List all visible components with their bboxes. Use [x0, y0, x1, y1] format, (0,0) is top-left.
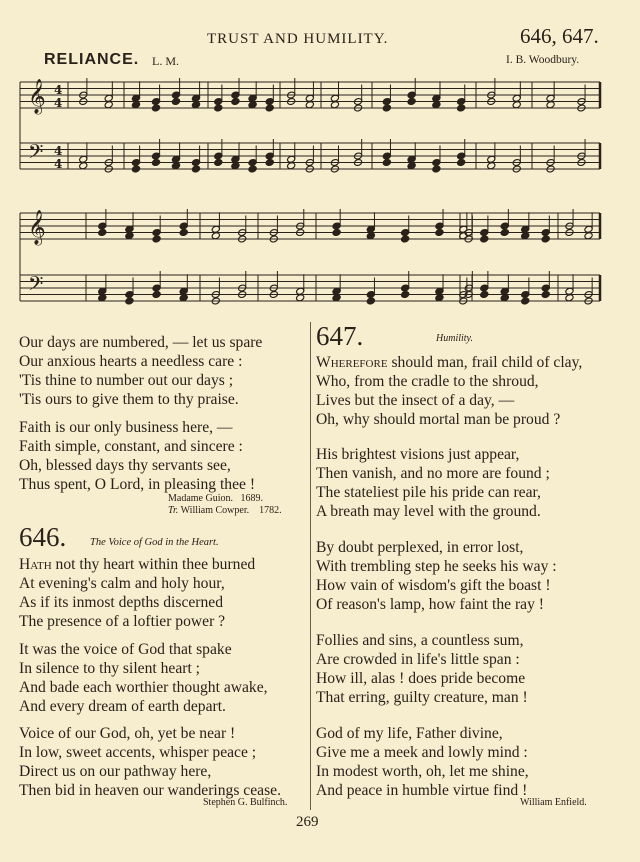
note-head	[541, 291, 550, 299]
verse-line: By doubt perplexed, in error lost,	[316, 539, 524, 556]
verse-line: Of reason's lamp, how faint the ray !	[316, 596, 544, 613]
verse-line: 'Tis thine to number out our days ;	[19, 372, 234, 389]
note-head	[457, 104, 466, 112]
music-score	[0, 0, 640, 320]
note-head	[248, 165, 257, 173]
time-signature: 4	[54, 157, 63, 171]
verse-line: Are crowded in life's little span :	[316, 651, 520, 668]
hymn-number: 646.	[19, 522, 67, 552]
verse-line: With trembling step he seeks his way :	[316, 558, 557, 575]
tune-name: RELIANCE.	[44, 51, 140, 68]
note-head	[366, 297, 375, 305]
note-head	[480, 291, 489, 299]
hymn-title: The Voice of God in the Heart.	[90, 537, 219, 548]
verse-line: Faith simple, constant, and sincere :	[19, 438, 243, 455]
note-head	[435, 229, 444, 237]
note-head	[152, 291, 161, 299]
hymn-title: Humility.	[436, 333, 473, 344]
verse-line: Our days are numbered, — let us spare	[19, 334, 263, 351]
note-head	[382, 159, 391, 167]
time-signature: 4	[54, 144, 63, 158]
note-head	[151, 104, 160, 112]
time-signature: 4	[54, 83, 63, 97]
translator-credit: Tr. William Cowper. 1782.	[168, 505, 282, 516]
verse-line: And bade each worthier thought awake,	[19, 679, 268, 696]
note-head	[151, 159, 160, 167]
verse-line: In silence to thy silent heart ;	[19, 660, 201, 677]
verse-line: At evening's calm and holy hour,	[19, 575, 225, 592]
verse-line: Thus spent, O Lord, in pleasing thee !	[19, 476, 256, 493]
note-head	[265, 159, 274, 167]
verse-line: His brightest visions just appear,	[316, 446, 520, 463]
verse-line: Oh, blessed days thy servants see,	[19, 457, 231, 474]
verse-line: Faith is our only business here, —	[19, 419, 233, 436]
note-head	[521, 297, 530, 305]
bass-clef-icon: 𝄢	[28, 140, 44, 168]
composer: I. B. Woodbury.	[506, 54, 580, 66]
note-head	[131, 165, 140, 173]
hymn-numbers: 646, 647.	[520, 24, 599, 48]
author-credit: William Enfield.	[520, 797, 587, 808]
note-head	[541, 235, 550, 243]
verse-line: Hath not thy heart within thee burned	[19, 556, 256, 573]
note-head	[152, 235, 161, 243]
verse-line: As if its inmost depths discerned	[19, 594, 223, 611]
verse-line: And every dream of earth depart.	[19, 698, 226, 715]
treble-clef-icon: 𝄞	[28, 79, 46, 114]
note-head	[401, 235, 410, 243]
treble-clef-icon: 𝄞	[28, 210, 46, 245]
note-head	[125, 297, 134, 305]
verse-line: The stateliest pile his pride can rear,	[316, 484, 541, 501]
note-head	[432, 165, 441, 173]
note-head	[500, 229, 509, 237]
verse-line: A breath may level with the ground.	[316, 503, 541, 520]
note-head	[214, 159, 223, 167]
verse-line: Then vanish, and no more are found ;	[316, 465, 550, 482]
meter: L. M.	[152, 54, 179, 68]
verse-line: The presence of a loftier power ?	[19, 613, 226, 630]
column-divider	[310, 322, 311, 810]
note-head	[332, 229, 341, 237]
author-credit: Stephen G. Bulfinch.	[203, 797, 288, 808]
verse-line: Who, from the cradle to the shroud,	[316, 373, 539, 390]
verse-line: In modest worth, oh, let me shine,	[316, 763, 529, 780]
note-head	[407, 98, 416, 106]
author-credit: Madame Guion. 1689.	[168, 493, 263, 504]
note-head	[382, 104, 391, 112]
verse-line: Direct us on our pathway here,	[19, 763, 212, 780]
verse-line: Then bid in heaven our wanderings cease.	[19, 782, 281, 799]
note-head	[457, 159, 466, 167]
verse-line: Our anxious hearts a needless care :	[19, 353, 243, 370]
verse-line: 'Tis ours to give them to thy praise.	[19, 391, 239, 408]
verse-line: It was the voice of God that spake	[19, 641, 232, 658]
verse-line: In low, sweet accents, whisper peace ;	[19, 744, 257, 761]
note-head	[231, 98, 240, 106]
note-head	[214, 104, 223, 112]
verse-line: God of my life, Father divine,	[316, 725, 503, 742]
verse-line: And peace in humble virtue find !	[316, 782, 528, 799]
section-title: TRUST AND HUMILITY.	[207, 31, 389, 47]
note-head	[98, 229, 107, 237]
hymn-number: 647.	[316, 321, 364, 351]
verse-line: Voice of our God, oh, yet be near !	[19, 725, 236, 742]
note-head	[265, 104, 274, 112]
verse-line: Wherefore should man, frail child of clay,	[316, 354, 583, 371]
verse-line: Give me a meek and lowly mind :	[316, 744, 528, 761]
time-signature: 4	[54, 96, 63, 110]
verse-line: How vain of wisdom's gift the boast !	[316, 577, 551, 594]
note-head	[179, 229, 188, 237]
verse-line: Lives but the insect of a day, —	[316, 392, 515, 409]
note-head	[191, 165, 200, 173]
bass-clef-icon: 𝄢	[28, 272, 44, 300]
note-head	[480, 235, 489, 243]
note-head	[171, 98, 180, 106]
page-number: 269	[296, 814, 319, 830]
verse-line: That erring, guilty creature, man !	[316, 689, 528, 706]
verse-line: Follies and sins, a countless sum,	[316, 632, 524, 649]
verse-line: Oh, why should mortal man be proud ?	[316, 411, 561, 428]
note-head	[401, 291, 410, 299]
verse-line: How ill, alas ! does pride become	[316, 670, 526, 687]
